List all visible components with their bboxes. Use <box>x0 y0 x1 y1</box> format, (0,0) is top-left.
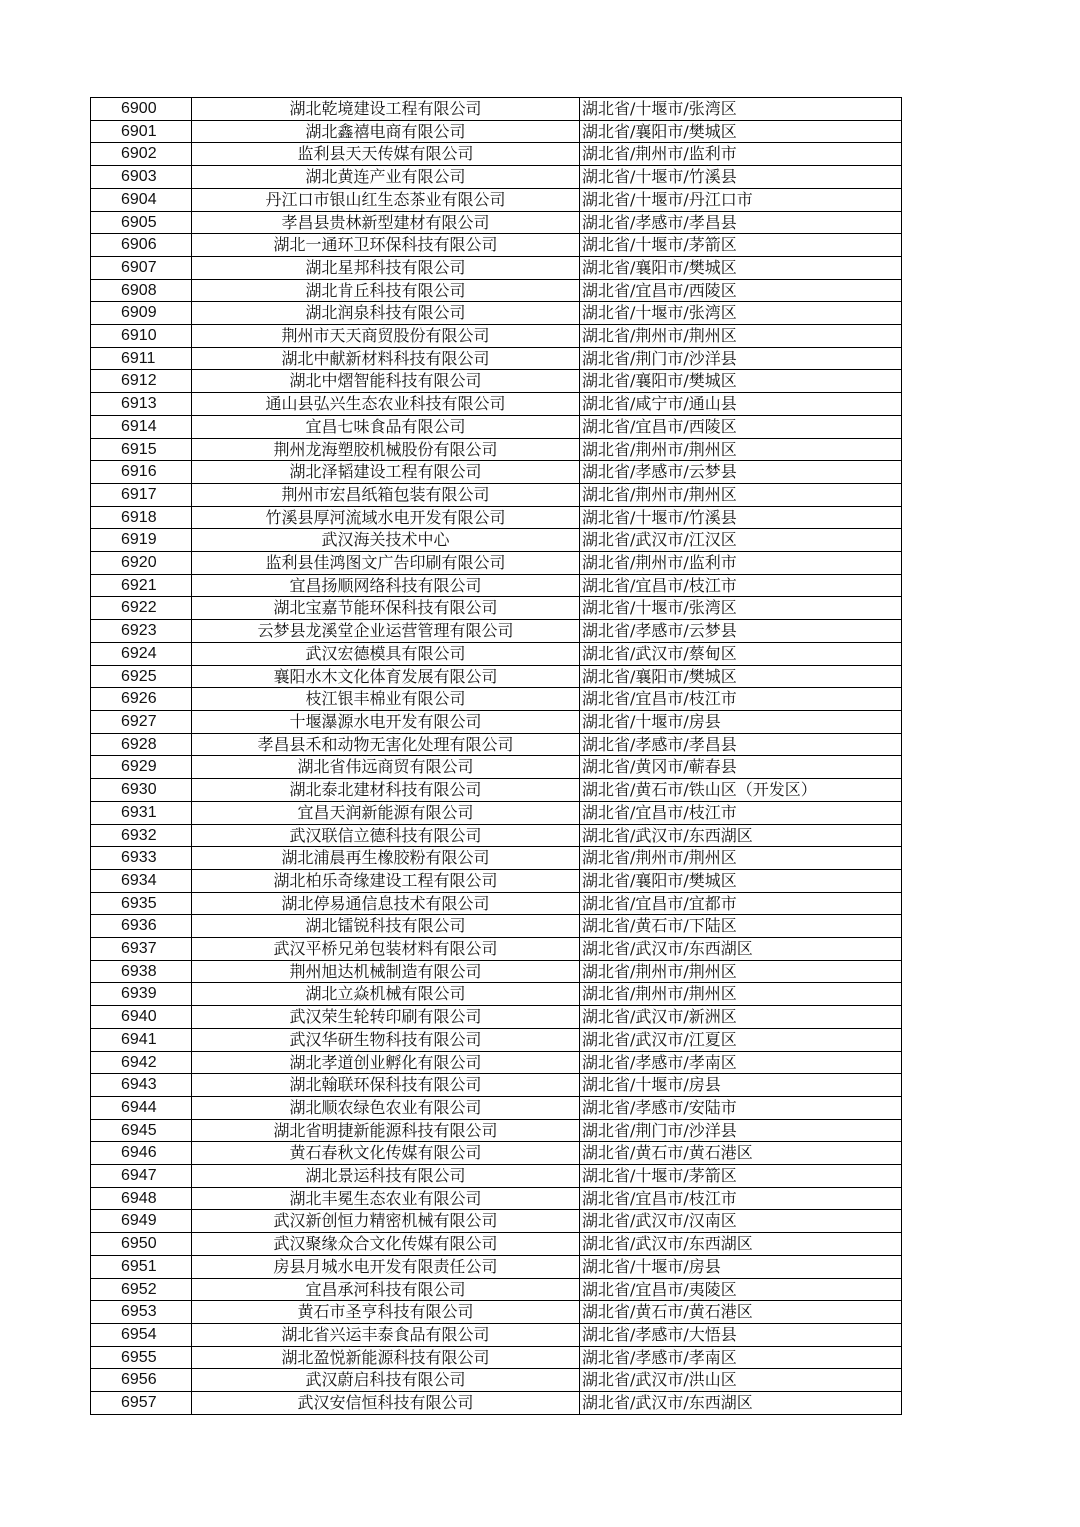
row-number-cell: 6933 <box>91 847 192 870</box>
region-cell: 湖北省/孝感市/安陆市 <box>580 1096 902 1119</box>
table-row <box>91 325 902 348</box>
company-name-cell: 宜昌七味食品有限公司 <box>192 415 580 438</box>
table-row <box>91 597 902 620</box>
region-cell: 湖北省/武汉市/东西湖区 <box>580 1392 902 1415</box>
region-cell: 湖北省/襄阳市/樊城区 <box>580 665 902 688</box>
row-number-cell: 6934 <box>91 869 192 892</box>
region-cell: 湖北省/荆州市/监利市 <box>580 552 902 575</box>
company-name-cell: 孝昌县禾和动物无害化处理有限公司 <box>192 733 580 756</box>
row-number-cell: 6900 <box>91 98 192 121</box>
company-name-cell: 湖北镭锐科技有限公司 <box>192 915 580 938</box>
region-cell: 湖北省/宜昌市/西陵区 <box>580 415 902 438</box>
row-number-cell: 6916 <box>91 461 192 484</box>
region-cell: 湖北省/十堰市/张湾区 <box>580 302 902 325</box>
company-name-cell: 武汉联信立德科技有限公司 <box>192 824 580 847</box>
company-name-cell: 湖北孝道创业孵化有限公司 <box>192 1051 580 1074</box>
row-number-cell: 6957 <box>91 1392 192 1415</box>
table-row <box>91 393 902 416</box>
company-name-cell: 宜昌天润新能源有限公司 <box>192 801 580 824</box>
row-number-cell: 6935 <box>91 892 192 915</box>
company-name-cell: 孝昌县贵林新型建材有限公司 <box>192 211 580 234</box>
table-row <box>91 370 902 393</box>
company-name-cell: 湖北泽韬建设工程有限公司 <box>192 461 580 484</box>
region-cell: 湖北省/武汉市/汉南区 <box>580 1210 902 1233</box>
company-name-cell: 湖北省伟远商贸有限公司 <box>192 756 580 779</box>
row-number-cell: 6903 <box>91 166 192 189</box>
table-row <box>91 915 902 938</box>
region-cell: 湖北省/荆州市/荆州区 <box>580 847 902 870</box>
region-cell: 湖北省/咸宁市/通山县 <box>580 393 902 416</box>
company-name-cell: 荆州市天天商贸股份有限公司 <box>192 325 580 348</box>
company-name-cell: 湖北泰北建材科技有限公司 <box>192 779 580 802</box>
row-number-cell: 6936 <box>91 915 192 938</box>
row-number-cell: 6924 <box>91 642 192 665</box>
region-cell: 湖北省/孝感市/孝昌县 <box>580 211 902 234</box>
table-row <box>91 960 902 983</box>
region-cell: 湖北省/十堰市/竹溪县 <box>580 506 902 529</box>
table-row <box>91 552 902 575</box>
row-number-cell: 6919 <box>91 529 192 552</box>
row-number-cell: 6955 <box>91 1346 192 1369</box>
table-row <box>91 98 902 121</box>
row-number-cell: 6905 <box>91 211 192 234</box>
region-cell: 湖北省/宜昌市/枝江市 <box>580 574 902 597</box>
row-number-cell: 6929 <box>91 756 192 779</box>
row-number-cell: 6920 <box>91 552 192 575</box>
company-name-cell: 湖北中献新材料科技有限公司 <box>192 347 580 370</box>
table-row <box>91 574 902 597</box>
row-number-cell: 6949 <box>91 1210 192 1233</box>
row-number-cell: 6950 <box>91 1233 192 1256</box>
company-name-cell: 湖北肯丘科技有限公司 <box>192 279 580 302</box>
company-name-cell: 湖北黄连产业有限公司 <box>192 166 580 189</box>
company-name-cell: 荆州龙海塑胶机械股份有限公司 <box>192 438 580 461</box>
row-number-cell: 6925 <box>91 665 192 688</box>
table-row <box>91 1346 902 1369</box>
table-row <box>91 1369 902 1392</box>
company-name-cell: 房县月城水电开发有限责任公司 <box>192 1255 580 1278</box>
row-number-cell: 6904 <box>91 188 192 211</box>
row-number-cell: 6921 <box>91 574 192 597</box>
table-row <box>91 188 902 211</box>
company-name-cell: 荆州市宏昌纸箱包装有限公司 <box>192 483 580 506</box>
company-name-cell: 十堰瀑源水电开发有限公司 <box>192 710 580 733</box>
row-number-cell: 6927 <box>91 710 192 733</box>
company-name-cell: 武汉荣生轮转印刷有限公司 <box>192 1006 580 1029</box>
row-number-cell: 6932 <box>91 824 192 847</box>
company-name-cell: 丹江口市银山红生态茶业有限公司 <box>192 188 580 211</box>
region-cell: 湖北省/宜昌市/枝江市 <box>580 1187 902 1210</box>
table-row <box>91 688 902 711</box>
company-name-cell: 黄石市圣亨科技有限公司 <box>192 1301 580 1324</box>
table-row <box>91 824 902 847</box>
region-cell: 湖北省/宜昌市/西陵区 <box>580 279 902 302</box>
region-cell: 湖北省/襄阳市/樊城区 <box>580 120 902 143</box>
table-body <box>91 98 902 1415</box>
company-name-cell: 湖北星邦科技有限公司 <box>192 256 580 279</box>
table-row <box>91 461 902 484</box>
row-number-cell: 6926 <box>91 688 192 711</box>
company-name-cell: 黄石春秋文化传媒有限公司 <box>192 1142 580 1165</box>
table-row <box>91 938 902 961</box>
table-row <box>91 620 902 643</box>
row-number-cell: 6941 <box>91 1028 192 1051</box>
region-cell: 湖北省/武汉市/江汉区 <box>580 529 902 552</box>
region-cell: 湖北省/荆州市/荆州区 <box>580 983 902 1006</box>
company-name-cell: 监利县佳鸿图文广告印刷有限公司 <box>192 552 580 575</box>
company-name-cell: 湖北乾境建设工程有限公司 <box>192 98 580 121</box>
table-row <box>91 1142 902 1165</box>
table-row <box>91 710 902 733</box>
table-row <box>91 143 902 166</box>
row-number-cell: 6944 <box>91 1096 192 1119</box>
company-name-cell: 湖北盈悦新能源科技有限公司 <box>192 1346 580 1369</box>
table-row <box>91 279 902 302</box>
company-name-cell: 荆州旭达机械制造有限公司 <box>192 960 580 983</box>
table-row <box>91 983 902 1006</box>
region-cell: 湖北省/黄石市/黄石港区 <box>580 1142 902 1165</box>
table-row <box>91 1323 902 1346</box>
table-row <box>91 506 902 529</box>
row-number-cell: 6915 <box>91 438 192 461</box>
table-row <box>91 1096 902 1119</box>
row-number-cell: 6942 <box>91 1051 192 1074</box>
company-name-cell: 湖北省明捷新能源科技有限公司 <box>192 1119 580 1142</box>
company-name-cell: 湖北景运科技有限公司 <box>192 1165 580 1188</box>
table-row <box>91 1028 902 1051</box>
row-number-cell: 6928 <box>91 733 192 756</box>
region-cell: 湖北省/十堰市/张湾区 <box>580 98 902 121</box>
table-row <box>91 438 902 461</box>
company-name-cell: 宜昌扬顺网络科技有限公司 <box>192 574 580 597</box>
company-name-cell: 湖北润泉科技有限公司 <box>192 302 580 325</box>
region-cell: 湖北省/宜昌市/夷陵区 <box>580 1278 902 1301</box>
row-number-cell: 6912 <box>91 370 192 393</box>
row-number-cell: 6930 <box>91 779 192 802</box>
region-cell: 湖北省/十堰市/房县 <box>580 1255 902 1278</box>
region-cell: 湖北省/荆州市/荆州区 <box>580 483 902 506</box>
region-cell: 湖北省/襄阳市/樊城区 <box>580 256 902 279</box>
row-number-cell: 6917 <box>91 483 192 506</box>
table-row <box>91 1233 902 1256</box>
row-number-cell: 6940 <box>91 1006 192 1029</box>
company-name-cell: 武汉平桥兄弟包装材料有限公司 <box>192 938 580 961</box>
row-number-cell: 6953 <box>91 1301 192 1324</box>
row-number-cell: 6931 <box>91 801 192 824</box>
region-cell: 湖北省/襄阳市/樊城区 <box>580 370 902 393</box>
table-row <box>91 1187 902 1210</box>
table-row <box>91 211 902 234</box>
region-cell: 湖北省/荆州市/监利市 <box>580 143 902 166</box>
table-row <box>91 256 902 279</box>
region-cell: 湖北省/黄石市/下陆区 <box>580 915 902 938</box>
company-name-cell: 湖北中熠智能科技有限公司 <box>192 370 580 393</box>
company-name-cell: 襄阳水木文化体育发展有限公司 <box>192 665 580 688</box>
company-name-cell: 武汉华研生物科技有限公司 <box>192 1028 580 1051</box>
row-number-cell: 6918 <box>91 506 192 529</box>
region-cell: 湖北省/武汉市/新洲区 <box>580 1006 902 1029</box>
row-number-cell: 6954 <box>91 1323 192 1346</box>
region-cell: 湖北省/武汉市/东西湖区 <box>580 1233 902 1256</box>
table-row <box>91 1074 902 1097</box>
table-row <box>91 892 902 915</box>
region-cell: 湖北省/孝感市/孝南区 <box>580 1346 902 1369</box>
table-row <box>91 1278 902 1301</box>
company-name-cell: 湖北柏乐奇缘建设工程有限公司 <box>192 869 580 892</box>
region-cell: 湖北省/孝感市/云梦县 <box>580 620 902 643</box>
region-cell: 湖北省/荆门市/沙洋县 <box>580 1119 902 1142</box>
company-name-cell: 枝江银丰棉业有限公司 <box>192 688 580 711</box>
row-number-cell: 6910 <box>91 325 192 348</box>
table-row <box>91 120 902 143</box>
company-name-cell: 监利县天天传媒有限公司 <box>192 143 580 166</box>
company-name-cell: 湖北宝嘉节能环保科技有限公司 <box>192 597 580 620</box>
region-cell: 湖北省/武汉市/东西湖区 <box>580 824 902 847</box>
region-cell: 湖北省/黄冈市/蕲春县 <box>580 756 902 779</box>
company-name-cell: 云梦县龙溪堂企业运营管理有限公司 <box>192 620 580 643</box>
row-number-cell: 6938 <box>91 960 192 983</box>
region-cell: 湖北省/宜昌市/枝江市 <box>580 688 902 711</box>
region-cell: 湖北省/十堰市/丹江口市 <box>580 188 902 211</box>
region-cell: 湖北省/武汉市/蔡甸区 <box>580 642 902 665</box>
row-number-cell: 6952 <box>91 1278 192 1301</box>
row-number-cell: 6911 <box>91 347 192 370</box>
company-name-cell: 湖北丰冕生态农业有限公司 <box>192 1187 580 1210</box>
region-cell: 湖北省/孝感市/孝昌县 <box>580 733 902 756</box>
table-row <box>91 1051 902 1074</box>
region-cell: 湖北省/十堰市/茅箭区 <box>580 1165 902 1188</box>
table-row <box>91 1119 902 1142</box>
table-row <box>91 801 902 824</box>
region-cell: 湖北省/十堰市/房县 <box>580 710 902 733</box>
region-cell: 湖北省/黄石市/铁山区（开发区） <box>580 779 902 802</box>
company-name-cell: 武汉蔚启科技有限公司 <box>192 1369 580 1392</box>
row-number-cell: 6907 <box>91 256 192 279</box>
company-name-cell: 武汉安信恒科技有限公司 <box>192 1392 580 1415</box>
region-cell: 湖北省/荆州市/荆州区 <box>580 960 902 983</box>
region-cell: 湖北省/武汉市/东西湖区 <box>580 938 902 961</box>
table-row <box>91 234 902 257</box>
region-cell: 湖北省/荆州市/荆州区 <box>580 438 902 461</box>
table-row <box>91 756 902 779</box>
region-cell: 湖北省/宜昌市/宜都市 <box>580 892 902 915</box>
table-row <box>91 1165 902 1188</box>
table-row <box>91 1392 902 1415</box>
table-row <box>91 483 902 506</box>
row-number-cell: 6943 <box>91 1074 192 1097</box>
company-name-cell: 通山县弘兴生态农业科技有限公司 <box>192 393 580 416</box>
company-name-cell: 湖北一通环卫环保科技有限公司 <box>192 234 580 257</box>
company-name-cell: 宜昌承河科技有限公司 <box>192 1278 580 1301</box>
table-row <box>91 1210 902 1233</box>
region-cell: 湖北省/孝感市/大悟县 <box>580 1323 902 1346</box>
document-table-container <box>90 97 902 1415</box>
region-cell: 湖北省/荆州市/荆州区 <box>580 325 902 348</box>
region-cell: 湖北省/孝感市/云梦县 <box>580 461 902 484</box>
table-row <box>91 779 902 802</box>
row-number-cell: 6901 <box>91 120 192 143</box>
table-row <box>91 642 902 665</box>
company-name-cell: 湖北停易通信息技术有限公司 <box>192 892 580 915</box>
company-name-cell: 武汉聚缘众合文化传媒有限公司 <box>192 1233 580 1256</box>
table-row <box>91 302 902 325</box>
company-name-cell: 湖北立焱机械有限公司 <box>192 983 580 1006</box>
table-row <box>91 166 902 189</box>
region-cell: 湖北省/宜昌市/枝江市 <box>580 801 902 824</box>
table-row <box>91 733 902 756</box>
region-cell: 湖北省/荆门市/沙洋县 <box>580 347 902 370</box>
region-cell: 湖北省/十堰市/竹溪县 <box>580 166 902 189</box>
table-row <box>91 1301 902 1324</box>
row-number-cell: 6951 <box>91 1255 192 1278</box>
row-number-cell: 6939 <box>91 983 192 1006</box>
region-cell: 湖北省/襄阳市/樊城区 <box>580 869 902 892</box>
region-cell: 湖北省/十堰市/房县 <box>580 1074 902 1097</box>
region-cell: 湖北省/十堰市/茅箭区 <box>580 234 902 257</box>
row-number-cell: 6948 <box>91 1187 192 1210</box>
row-number-cell: 6923 <box>91 620 192 643</box>
region-cell: 湖北省/孝感市/孝南区 <box>580 1051 902 1074</box>
region-cell: 湖北省/武汉市/洪山区 <box>580 1369 902 1392</box>
region-cell: 湖北省/十堰市/张湾区 <box>580 597 902 620</box>
company-name-cell: 湖北翰联环保科技有限公司 <box>192 1074 580 1097</box>
table-row <box>91 347 902 370</box>
table-row <box>91 1255 902 1278</box>
table-row <box>91 415 902 438</box>
table-row <box>91 1006 902 1029</box>
table-row <box>91 847 902 870</box>
company-name-cell: 湖北鑫禧电商有限公司 <box>192 120 580 143</box>
row-number-cell: 6947 <box>91 1165 192 1188</box>
region-cell: 湖北省/武汉市/江夏区 <box>580 1028 902 1051</box>
region-cell: 湖北省/黄石市/黄石港区 <box>580 1301 902 1324</box>
row-number-cell: 6945 <box>91 1119 192 1142</box>
row-number-cell: 6913 <box>91 393 192 416</box>
company-name-cell: 湖北浦晨再生橡胶粉有限公司 <box>192 847 580 870</box>
row-number-cell: 6922 <box>91 597 192 620</box>
company-name-cell: 竹溪县厚河流域水电开发有限公司 <box>192 506 580 529</box>
row-number-cell: 6946 <box>91 1142 192 1165</box>
table-row <box>91 665 902 688</box>
row-number-cell: 6909 <box>91 302 192 325</box>
row-number-cell: 6908 <box>91 279 192 302</box>
company-name-cell: 湖北顺农绿色农业有限公司 <box>192 1096 580 1119</box>
row-number-cell: 6902 <box>91 143 192 166</box>
row-number-cell: 6906 <box>91 234 192 257</box>
table-row <box>91 529 902 552</box>
company-name-cell: 湖北省兴运丰泰食品有限公司 <box>192 1323 580 1346</box>
company-name-cell: 武汉海关技术中心 <box>192 529 580 552</box>
company-list-table <box>90 97 902 1415</box>
company-name-cell: 武汉新创恒力精密机械有限公司 <box>192 1210 580 1233</box>
table-row <box>91 869 902 892</box>
row-number-cell: 6914 <box>91 415 192 438</box>
row-number-cell: 6956 <box>91 1369 192 1392</box>
row-number-cell: 6937 <box>91 938 192 961</box>
company-name-cell: 武汉宏德模具有限公司 <box>192 642 580 665</box>
